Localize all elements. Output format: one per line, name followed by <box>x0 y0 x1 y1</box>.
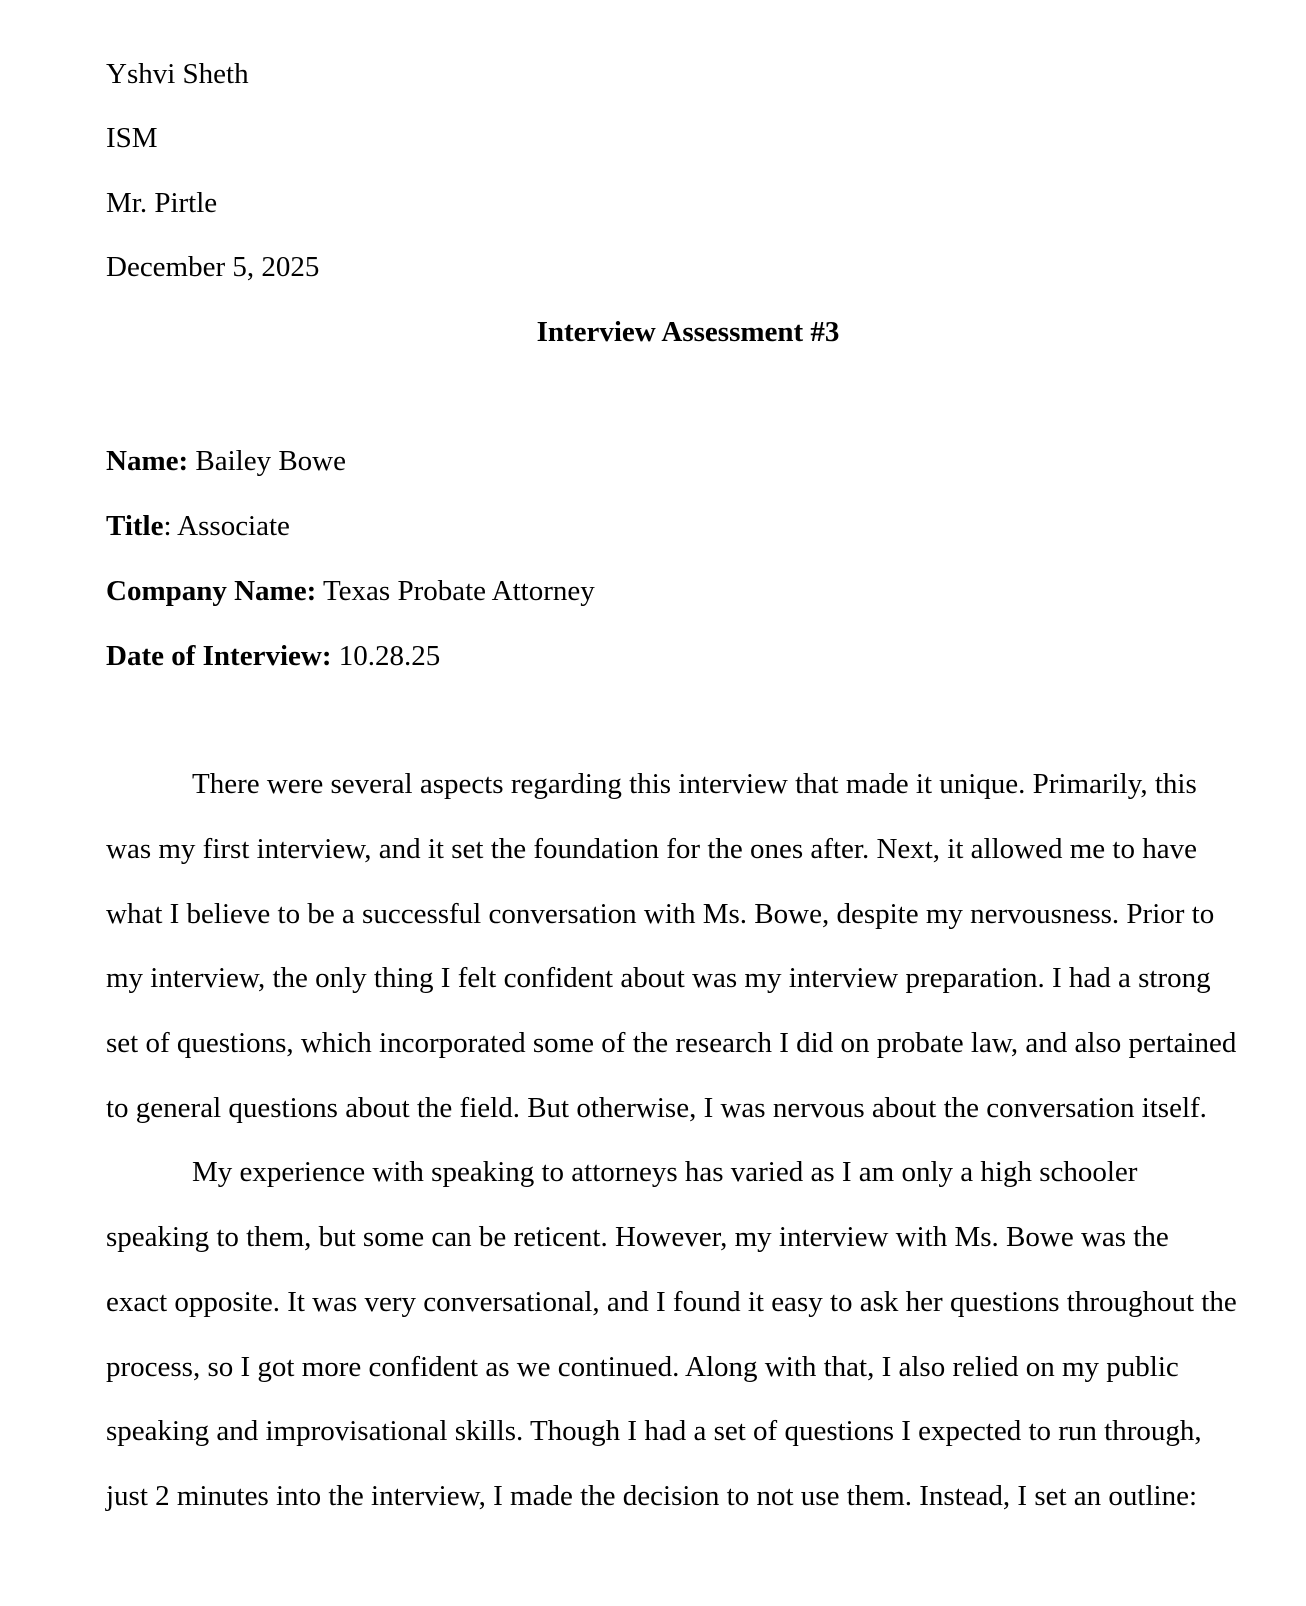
field-value: Bailey Bowe <box>188 445 346 477</box>
field-company-name <box>106 574 595 608</box>
document-title: Interview Assessment #3 <box>536 316 840 348</box>
field-value: 10.28.25 <box>331 640 441 672</box>
field-title <box>106 509 290 543</box>
field-value: Texas Probate Attorney <box>316 575 595 607</box>
field-label: Date of Interview: <box>106 640 332 672</box>
paragraph-line: what I believe to be a successful conversation with Ms. Bowe, despite my nervousness. Prior to <box>106 898 1215 930</box>
paragraph-line: exact opposite. It was very conversational, and I found it easy to ask her questions throughout the <box>106 1286 1237 1318</box>
field-label: Company Name: <box>106 575 317 607</box>
paragraph-line: just 2 minutes into the interview, I made the decision to not use them. Instead, I set an outline: <box>106 1480 1198 1512</box>
teacher-name: Mr. Pirtle <box>106 187 218 219</box>
paragraph-line: my interview, the only thing I felt confident about was my interview preparation. I had a strong <box>106 962 1211 994</box>
paragraph-line: process, so I got more confident as we continued. Along with that, I also relied on my public <box>106 1351 1179 1383</box>
course-name: ISM <box>106 122 158 154</box>
student-name: Yshvi Sheth <box>106 58 249 90</box>
field-label: Name: <box>106 445 189 477</box>
paragraph-line: speaking and improvisational skills. Though I had a set of questions I expected to run through, <box>106 1415 1202 1447</box>
paragraph-line: My experience with speaking to attorneys has varied as I am only a high schooler <box>192 1156 1138 1188</box>
paragraph-line: speaking to them, but some can be reticent. However, my interview with Ms. Bowe was the <box>106 1221 1169 1253</box>
paragraph-line: to general questions about the field. But otherwise, I was nervous about the conversation itself. <box>106 1092 1207 1124</box>
field-name <box>106 444 346 478</box>
field-value: : Associate <box>163 510 290 542</box>
paragraph-line: set of questions, which incorporated some of the research I did on probate law, and also pertained <box>106 1027 1237 1059</box>
paragraph-line: There were several aspects regarding this interview that made it unique. Primarily, this <box>192 768 1197 800</box>
field-label: Title <box>106 510 164 542</box>
field-date-of-interview <box>106 639 440 673</box>
document-date: December 5, 2025 <box>106 251 320 283</box>
paragraph-line: was my first interview, and it set the foundation for the ones after. Next, it allowed me to have <box>106 833 1197 865</box>
